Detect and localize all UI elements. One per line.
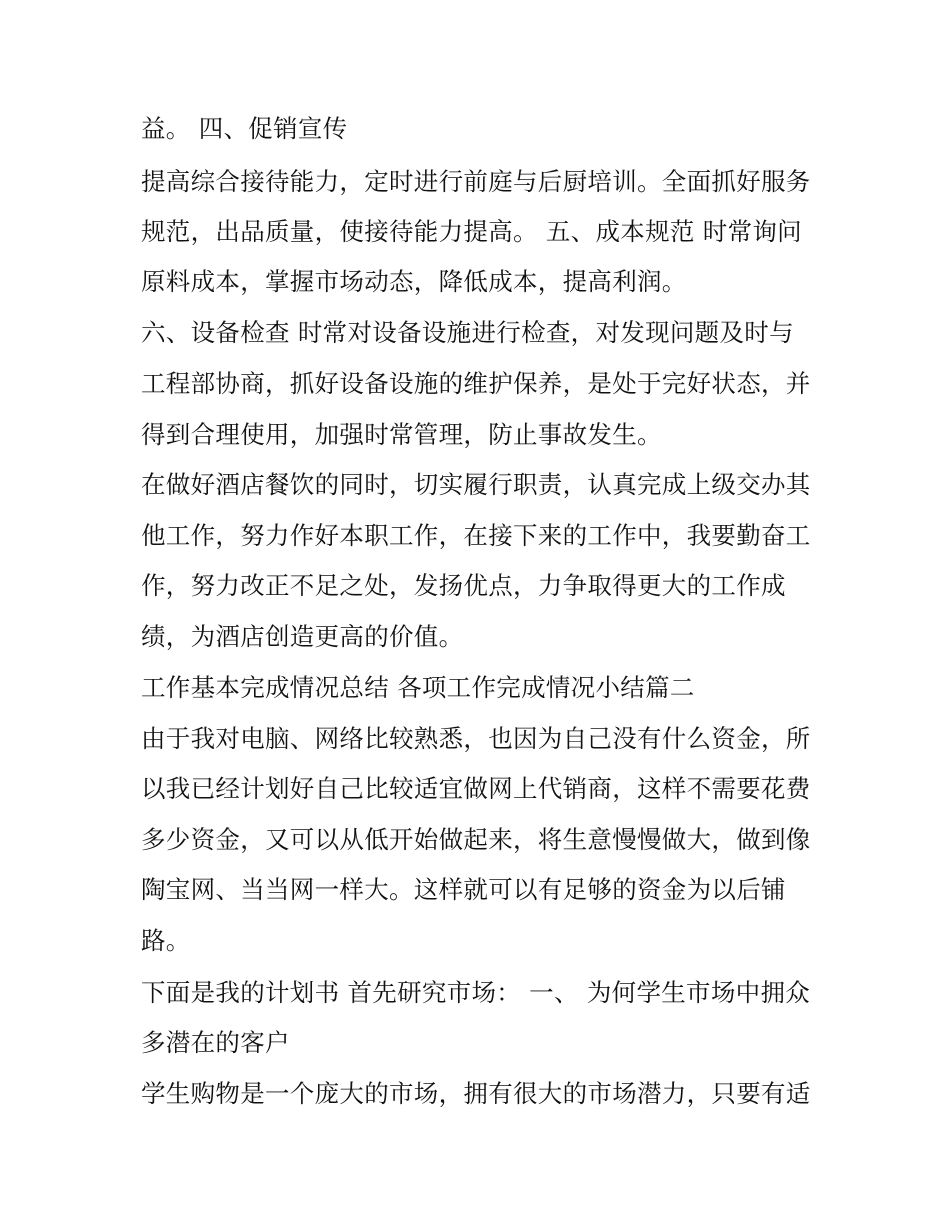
section-heading: 工作基本完成情况总结 各项工作完成情况小结篇二 — [141, 673, 695, 702]
text-line: 规范，出品质量，使接待能力提高。 五、成本规范 时常询问 — [141, 217, 802, 246]
text-line: 多潜在的客户 — [141, 1028, 290, 1057]
text-line: 益。 四、促销宣传 — [141, 114, 348, 143]
text-line: 路。 — [141, 926, 191, 955]
text-line: 原料成本，掌握市场动态，降低成本，提高利润。 — [141, 267, 687, 296]
text-line: 学生购物是一个庞大的市场，拥有很大的市场潜力，只要有适 — [141, 1079, 811, 1108]
text-line: 提高综合接待能力，定时进行前庭与后厨培训。全面抓好服务 — [141, 167, 811, 196]
text-line: 以我已经计划好自己比较适宜做网上代销商，这样不需要花费 — [141, 774, 811, 803]
text-line: 他工作，努力作好本职工作，在接下来的工作中，我要勤奋工 — [141, 521, 811, 550]
text-line: 在做好酒店餐饮的同时，切实履行职责，认真完成上级交办其 — [141, 470, 811, 499]
text-line: 得到合理使用，加强时常管理，防止事故发生。 — [141, 420, 662, 449]
text-line: 由于我对电脑、网络比较熟悉，也因为自己没有什么资金，所 — [141, 724, 811, 753]
text-line: 工程部协商，抓好设备设施的维护保养，是处于完好状态，并 — [141, 369, 811, 398]
text-line: 六、设备检查 时常对设备设施进行检查，对发现问题及时与 — [141, 318, 794, 347]
text-line: 下面是我的计划书 首先研究市场： 一、 为何学生市场中拥众 — [141, 978, 811, 1007]
text-line: 绩，为酒店创造更高的价值。 — [141, 622, 464, 651]
text-line: 多少资金，又可以从低开始做起来，将生意慢慢做大，做到像 — [141, 825, 811, 854]
text-line: 陶宝网、当当网一样大。这样就可以有足够的资金为以后铺 — [141, 875, 786, 904]
text-line: 作，努力改正不足之处，发扬优点，力争取得更大的工作成 — [141, 571, 786, 600]
